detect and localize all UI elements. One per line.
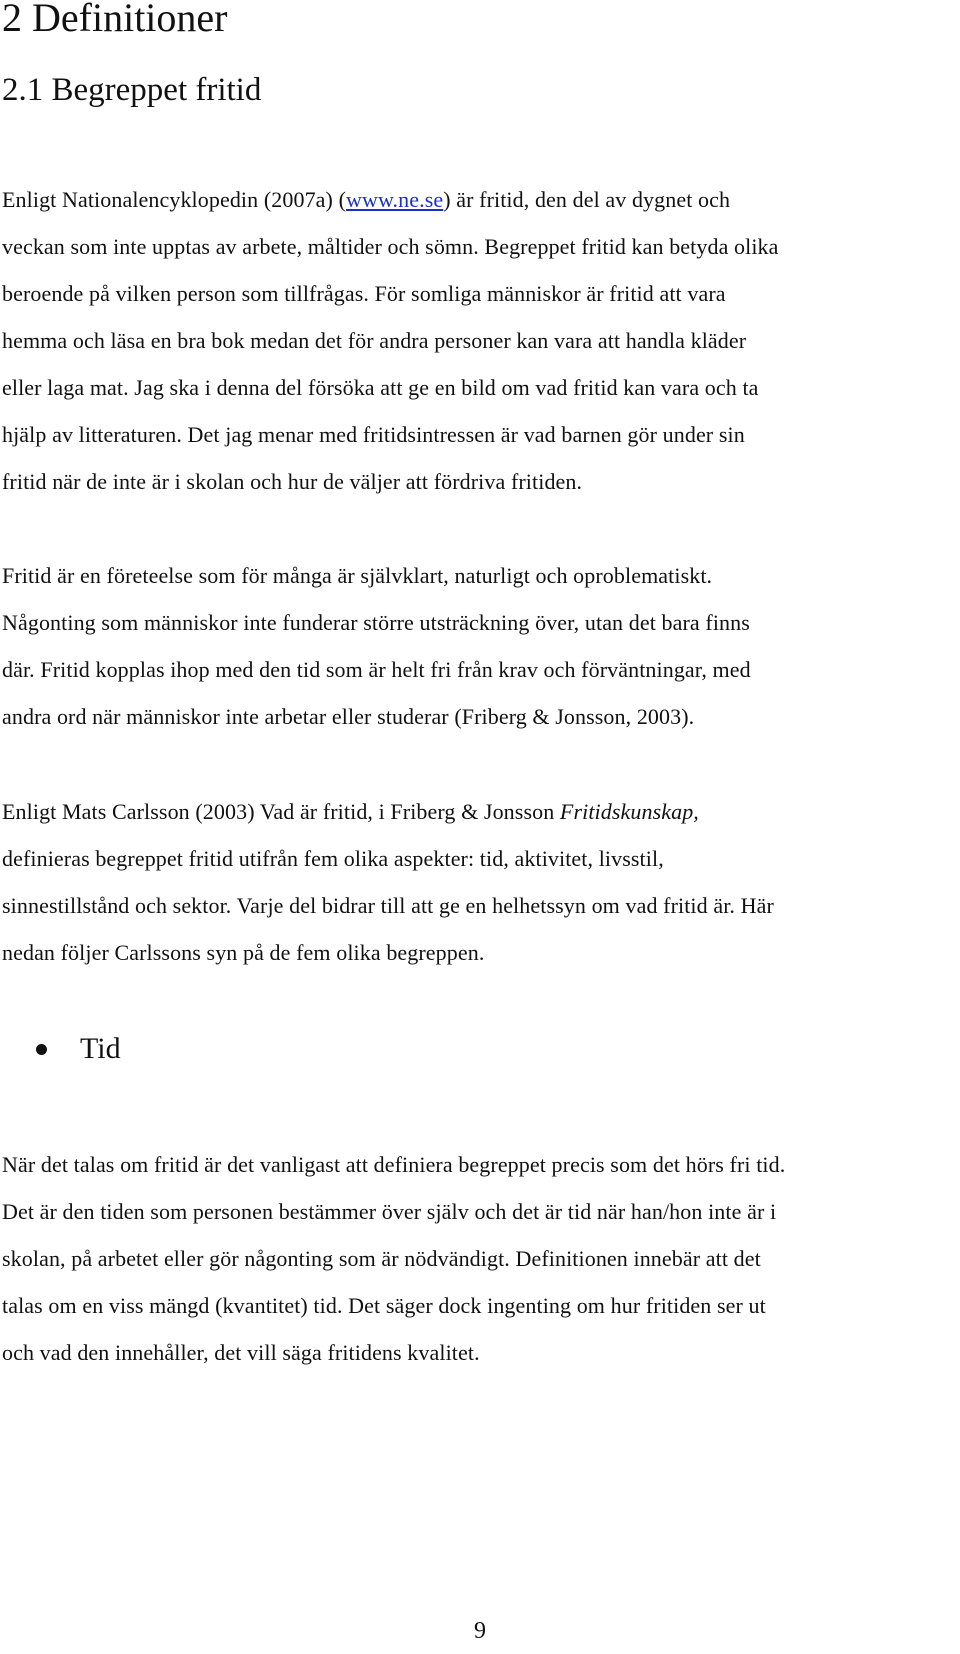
book-title: Fritidskunskap, <box>559 799 699 824</box>
bullet-item <box>36 1029 121 1069</box>
paragraph-line: Någonting som människor inte funderar större utsträckning över, utan det bara finns <box>2 610 750 635</box>
paragraph-1 <box>2 176 960 505</box>
section-heading: 2.1 Begreppet fritid <box>2 72 262 108</box>
page-number: 9 <box>474 1618 486 1644</box>
text-segment: ) är fritid, den del av dygnet och <box>443 187 731 212</box>
paragraph-line: Det är den tiden som personen bestämmer över själv och det är tid när han/hon inte är i <box>2 1199 777 1224</box>
chapter-heading: 2 Definitioner <box>2 0 228 40</box>
paragraph-line: nedan följer Carlssons syn på de fem olika begreppen. <box>2 940 485 965</box>
paragraph-line: talas om en viss mängd (kvantitet) tid. Det säger dock ingenting om hur fritiden ser ut <box>2 1293 766 1318</box>
paragraph-line: andra ord när människor inte arbetar eller studerar (Friberg & Jonsson, 2003). <box>2 704 695 729</box>
bullet-label: Tid <box>80 1032 121 1065</box>
paragraph-4 <box>2 1141 960 1376</box>
text-segment: Enligt Mats Carlsson (2003) Vad är fritid, i Friberg & Jonsson <box>2 799 560 824</box>
paragraph-line: där. Fritid kopplas ihop med den tid som är helt fri från krav och förväntningar, med <box>2 657 751 682</box>
paragraph-line: veckan som inte upptas av arbete, måltider och sömn. Begreppet fritid kan betyda olika <box>2 234 779 259</box>
paragraph-line: och vad den innehåller, det vill säga fritidens kvalitet. <box>2 1340 480 1365</box>
paragraph-line: hjälp av litteraturen. Det jag menar med fritidsintressen är vad barnen gör under sin <box>2 422 745 447</box>
paragraph-line: skolan, på arbetet eller gör någonting som är nödvändigt. Definitionen innebär att det <box>2 1246 761 1271</box>
paragraph-3 <box>2 788 960 976</box>
paragraph-line: eller laga mat. Jag ska i denna del försöka att ge en bild om vad fritid kan vara och ta <box>2 375 759 400</box>
paragraph-line <box>2 176 960 223</box>
paragraph-line: beroende på vilken person som tillfrågas. För somliga människor är fritid att vara <box>2 281 726 306</box>
paragraph-line <box>2 788 960 835</box>
text-segment: Enligt Nationalencyklopedin (2007a) ( <box>2 187 346 212</box>
paragraph-2 <box>2 552 960 740</box>
paragraph-line: definieras begreppet fritid utifrån fem olika aspekter: tid, aktivitet, livsstil, <box>2 846 664 871</box>
paragraph-line: När det talas om fritid är det vanligast att definiera begreppet precis som det hörs fri tid. <box>2 1152 786 1177</box>
paragraph-line: hemma och läsa en bra bok medan det för andra personer kan vara att handla kläder <box>2 328 747 353</box>
paragraph-line: fritid när de inte är i skolan och hur de väljer att fördriva fritiden. <box>2 469 583 494</box>
bullet-icon <box>36 1044 47 1055</box>
paragraph-line: sinnestillstånd och sektor. Varje del bidrar till att ge en helhetssyn om vad fritid är. Här <box>2 893 774 918</box>
paragraph-line: Fritid är en företeelse som för många är självklart, naturligt och oproblematiskt. <box>2 563 713 588</box>
ne-se-link[interactable]: www.ne.se <box>346 187 444 212</box>
